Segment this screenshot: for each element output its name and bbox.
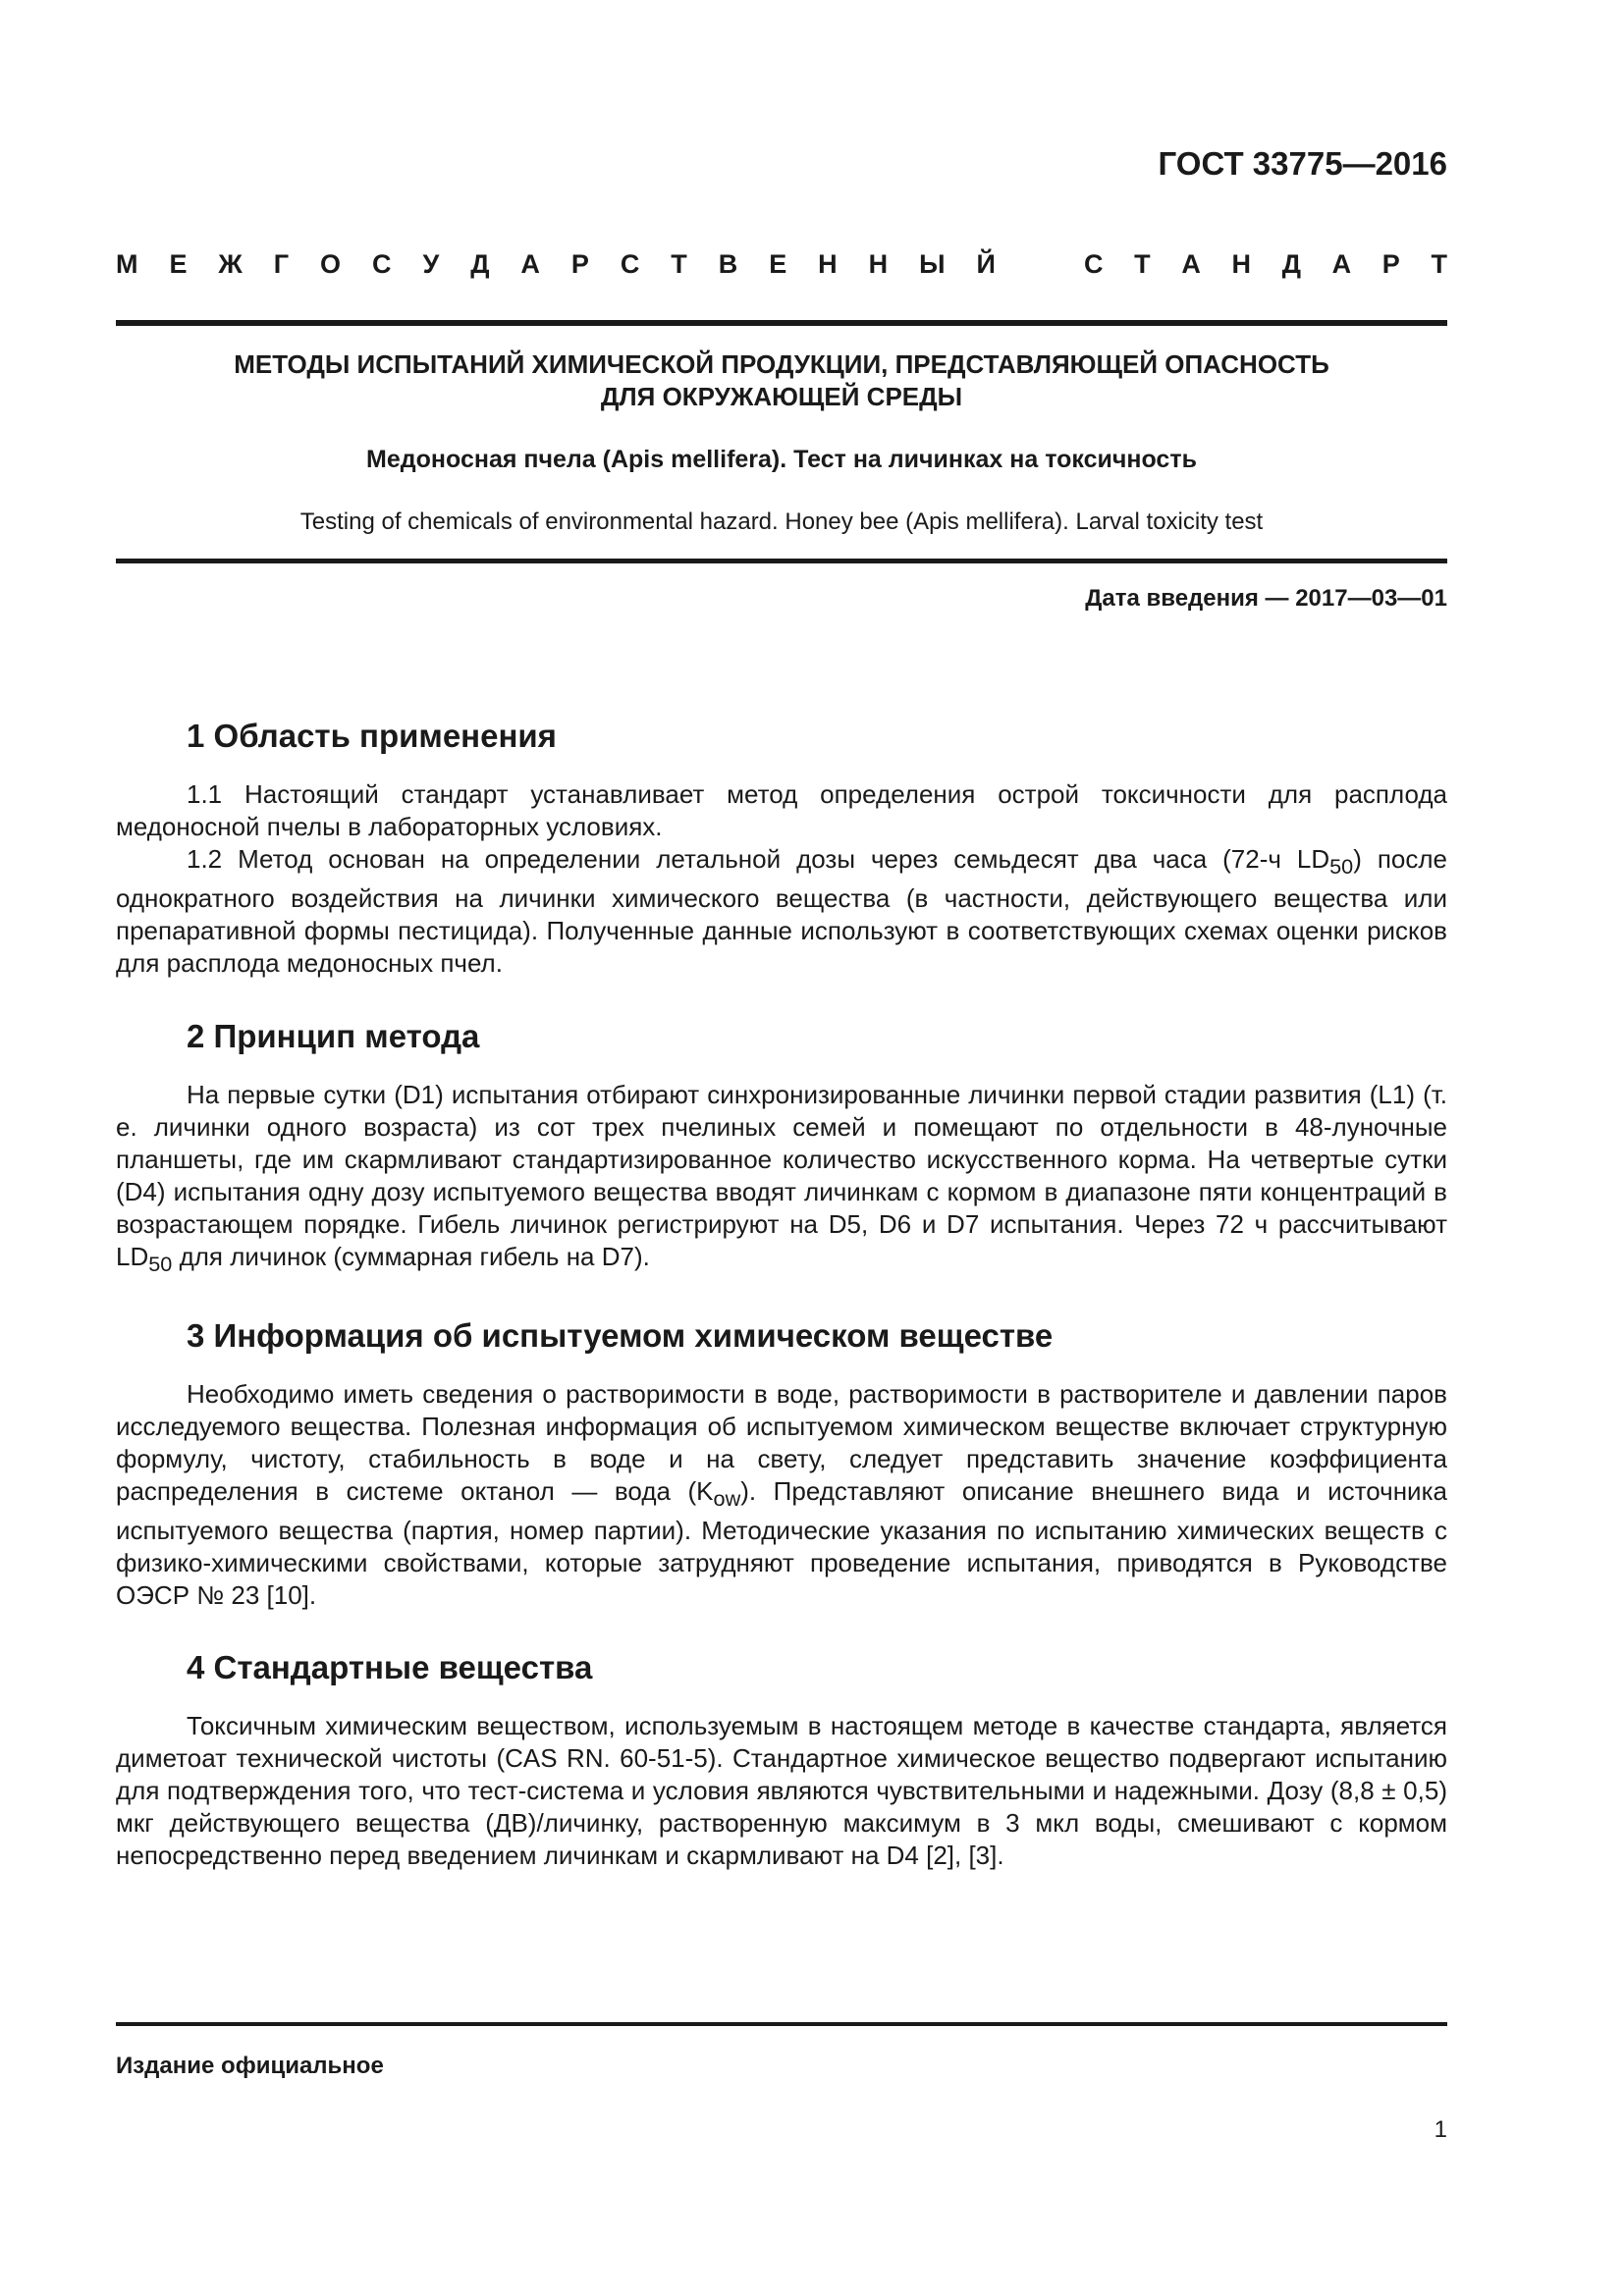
section-principle	[116, 1017, 1447, 1280]
banner-letter: Г	[273, 249, 290, 279]
section-scope	[116, 717, 1447, 980]
subscript: 50	[148, 1252, 173, 1277]
english-title: Testing of chemicals of environmental hazard. Honey bee (Apis mellifera). Larval toxicity test	[299, 508, 1264, 535]
banner-letter: Ж	[218, 249, 243, 279]
subscript: ow	[713, 1486, 741, 1512]
banner-letter: Ы	[919, 249, 946, 279]
paragraph-text: На первые сутки (D1) испытания отбирают синхронизированные личинки первой стадии развития (L1) (т. е. личинки одного возраста) из сот трех пчелиных семей и помещают по отдельности в 48-луночные планшеты, где им скармливают стандартизированное количество искусственного корма. На четвертые сутки (D4) испытания одну дозу испытуемого вещества вводят личинкам с кормом в диапазоне пяти концентраций в возрастающем порядке. Гибель личинок регистрируют на D5, D6 и D7 испытания. Через 72 ч рассчитывают LD	[116, 1080, 1447, 1271]
interstate-standard-banner	[116, 249, 1447, 283]
paragraph	[116, 1378, 1447, 1612]
section-heading: 2 Принцип метода	[187, 1018, 480, 1054]
document-page	[116, 0, 1447, 2296]
banner-letter: Д	[1281, 249, 1301, 279]
section-test-substance-info	[116, 1316, 1447, 1612]
introduction-date: Дата введения — 2017—03—01	[1085, 585, 1447, 612]
banner-letter: Й	[976, 249, 996, 279]
banner-word-interstate	[116, 249, 996, 283]
paragraph-text: ). Представляют описание внешнего вида и источника испытуемого вещества (партия, номер партии). Методические указания по испытанию химических веществ с физико-химическими свойствами, которые затрудняют проведение испытания, приводятся в Руководстве ОЭСР № 23 [10].	[116, 1476, 1447, 1611]
banner-letter: Д	[470, 249, 490, 279]
section-heading: 3 Информация об испытуемом химическом веществе	[187, 1317, 1054, 1354]
banner-letter: А	[1331, 249, 1352, 279]
banner-letter: Н	[868, 249, 889, 279]
top-divider	[116, 320, 1447, 326]
banner-letter: Н	[1231, 249, 1252, 279]
banner-letter: М	[116, 249, 138, 279]
section-reference-substances	[116, 1648, 1447, 1872]
paragraph: 1.1 Настоящий стандарт устанавливает метод определения острой токсичности для расплода медоносной пчелы в лабораторных условиях.	[116, 779, 1447, 841]
section-heading: 1 Область применения	[187, 718, 557, 754]
banner-letter: Т	[1134, 249, 1151, 279]
section-heading: 4 Стандартные вещества	[187, 1649, 593, 1685]
banner-letter: У	[422, 249, 440, 279]
official-edition-label: Издание официальное	[116, 2053, 384, 2079]
banner-letter: С	[1084, 249, 1104, 279]
banner-letter: А	[1181, 249, 1201, 279]
paragraph-text: для личинок (суммарная гибель на D7).	[172, 1242, 650, 1271]
subscript: 50	[1329, 854, 1354, 880]
banner-letter: С	[620, 249, 640, 279]
main-title-line: МЕТОДЫ ИСПЫТАНИЙ ХИМИЧЕСКОЙ ПРОДУКЦИИ, ПРЕДСТАВЛЯЮЩЕЙ ОПАСНОСТЬ	[234, 349, 1329, 379]
paragraph: Токсичным химическим веществом, используемым в настоящем методе в качестве стандарта, является диметоат технической чистоты (CAS RN. 60-51-5). Стандартное химическое вещество подвергают испытанию для подтверждения того, что тест-система и условия являются чувствительными и надежными. Дозу (8,8 ± 0,5) мкг действующего вещества (ДВ)/личинку, растворенную максимум в 3 мкл воды, смешивают с кормом непосредственно перед введением личинкам и скармливают на D4 [2], [3].	[116, 1711, 1447, 1870]
paragraph-text: Необходимо иметь сведения о растворимости в воде, растворимости в растворителе и давлении паров исследуемого вещества. Полезная информация об испытуемом химическом веществе включает структурную формулу, чистоту, стабильность в воде и на свету, следует представить значение коэффициента распределения в системе октанол — вода (K	[116, 1379, 1447, 1506]
paragraph-text: 1.2 Метод основан на определении летальной дозы через семьдесят два часа (72-ч LD	[187, 844, 1330, 874]
paragraph	[116, 843, 1447, 980]
title-divider	[116, 559, 1447, 563]
footer-divider	[116, 2022, 1447, 2026]
banner-letter: Р	[1381, 249, 1400, 279]
document-subtitle: Медоносная пчела (Apis mellifera). Тест на личинках на токсичность	[366, 446, 1197, 473]
paragraph	[116, 1079, 1447, 1280]
document-main-title	[116, 348, 1447, 413]
banner-letter: Р	[570, 249, 589, 279]
banner-letter: А	[520, 249, 540, 279]
banner-letter: Т	[1431, 249, 1447, 279]
banner-letter: Н	[818, 249, 838, 279]
banner-letter: В	[718, 249, 738, 279]
page-number: 1	[1434, 2116, 1447, 2143]
banner-letter: С	[372, 249, 392, 279]
banner-letter: Е	[769, 249, 787, 279]
banner-letter: О	[320, 249, 342, 279]
document-number: ГОСТ 33775—2016	[1158, 145, 1447, 182]
main-title-line: ДЛЯ ОКРУЖАЮЩЕЙ СРЕДЫ	[600, 382, 963, 411]
banner-letter: Т	[671, 249, 687, 279]
paragraph-text: ) после однократного воздействия на личинки химического вещества (в частности, действующего вещества или препаративной формы пестицида). Полученные данные используют в соответствующих схемах оценки рисков для расплода медоносных пчел.	[116, 844, 1447, 979]
banner-word-standard	[1084, 249, 1447, 283]
banner-letter: Е	[169, 249, 188, 279]
